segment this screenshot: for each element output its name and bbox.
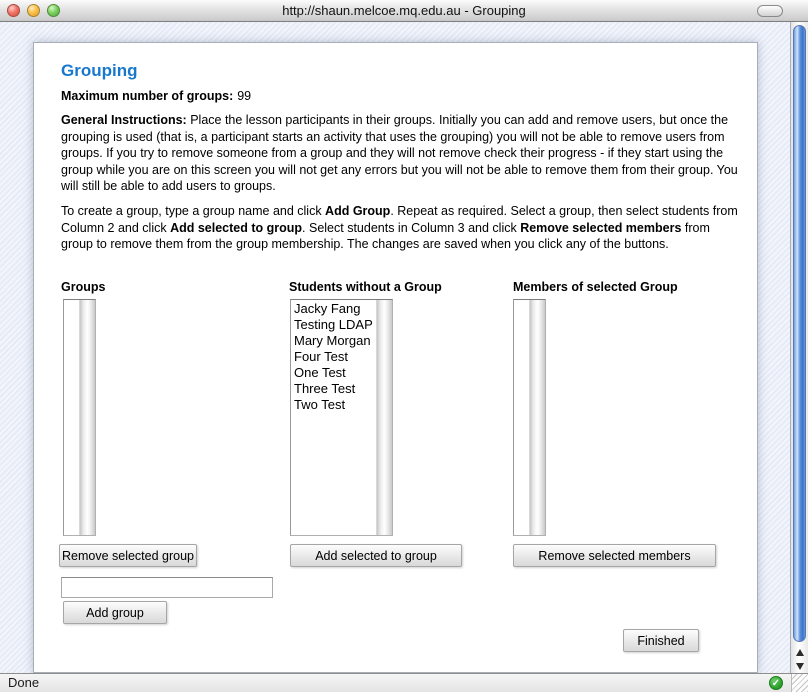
students-column-label: Students without a Group: [289, 280, 442, 294]
max-groups-label: Maximum number of groups:: [61, 89, 234, 103]
resize-grip-icon[interactable]: [791, 674, 808, 692]
page-title: Grouping: [61, 61, 138, 80]
scroll-down-button[interactable]: [792, 659, 808, 673]
list-item[interactable]: Two Test: [294, 397, 346, 412]
list-item[interactable]: Testing LDAP: [294, 317, 373, 332]
finished-button[interactable]: Finished: [623, 629, 699, 652]
status-text: Done: [8, 675, 40, 690]
usage-instructions: To create a group, type a group name and click Add Group. Repeat as required. Select a group, then select students from Column 2 and click Add selected to group. Select students in Column 3 and click Remove selected members from group to remove them from the group membership. The changes are saved when you click any of the buttons.: [61, 204, 738, 251]
window-controls: [7, 4, 60, 17]
listbox-scrollbar[interactable]: [376, 300, 392, 535]
window-scrollbar[interactable]: [790, 22, 808, 673]
members-list-items: [515, 301, 528, 534]
list-item[interactable]: Three Test: [294, 381, 356, 396]
add-group-button[interactable]: Add group: [63, 601, 167, 624]
list-item[interactable]: One Test: [294, 365, 346, 380]
max-groups-line: [61, 89, 251, 103]
zoom-icon[interactable]: [47, 4, 60, 17]
close-icon[interactable]: [7, 4, 20, 17]
students-listbox[interactable]: [290, 299, 393, 536]
scrollbar-thumb[interactable]: [793, 25, 806, 642]
remove-selected-members-button[interactable]: Remove selected members: [513, 544, 716, 567]
minimize-icon[interactable]: [27, 4, 40, 17]
list-item[interactable]: Four Test: [294, 349, 348, 364]
check-circle-icon: ✓: [769, 676, 783, 690]
status-bar: [0, 673, 808, 692]
remove-selected-group-button[interactable]: Remove selected group: [59, 544, 197, 567]
members-column-label: Members of selected Group: [513, 280, 678, 294]
page: [33, 42, 758, 673]
listbox-scrollbar[interactable]: [529, 300, 545, 535]
add-selected-to-group-button[interactable]: Add selected to group: [290, 544, 462, 567]
list-item[interactable]: Jacky Fang: [294, 301, 361, 316]
new-group-name-input[interactable]: [61, 577, 273, 598]
max-groups-value: 99: [237, 89, 252, 103]
title-bar: [0, 0, 808, 22]
browser-viewport: [0, 22, 790, 673]
students-list-items: [292, 301, 375, 534]
toolbar-pill-icon[interactable]: [757, 5, 783, 17]
general-instructions: General Instructions: Place the lesson participants in their groups. Initially you can add and remove users, but once the grouping is used (that is, a participant starts an activity that uses the grouping) you will not be able to remove users from groups. If you try to remove someone from a group and they will not remove check their progress - if they start using the group while you are on this screen you will not get any errors but you will not be able to remove them from their group. You will still be able to add users to groups.: [61, 113, 738, 193]
window-title: http://shaun.melcoe.mq.edu.au - Grouping: [282, 3, 526, 18]
members-listbox[interactable]: [513, 299, 546, 536]
triangle-up-icon: [796, 649, 804, 656]
listbox-scrollbar[interactable]: [79, 300, 95, 535]
groups-column-label: Groups: [61, 280, 106, 294]
groups-list-items: [65, 301, 78, 534]
groups-listbox[interactable]: [63, 299, 96, 536]
triangle-down-icon: [796, 663, 804, 670]
list-item[interactable]: Mary Morgan: [294, 333, 371, 348]
scroll-up-button[interactable]: [792, 645, 808, 659]
